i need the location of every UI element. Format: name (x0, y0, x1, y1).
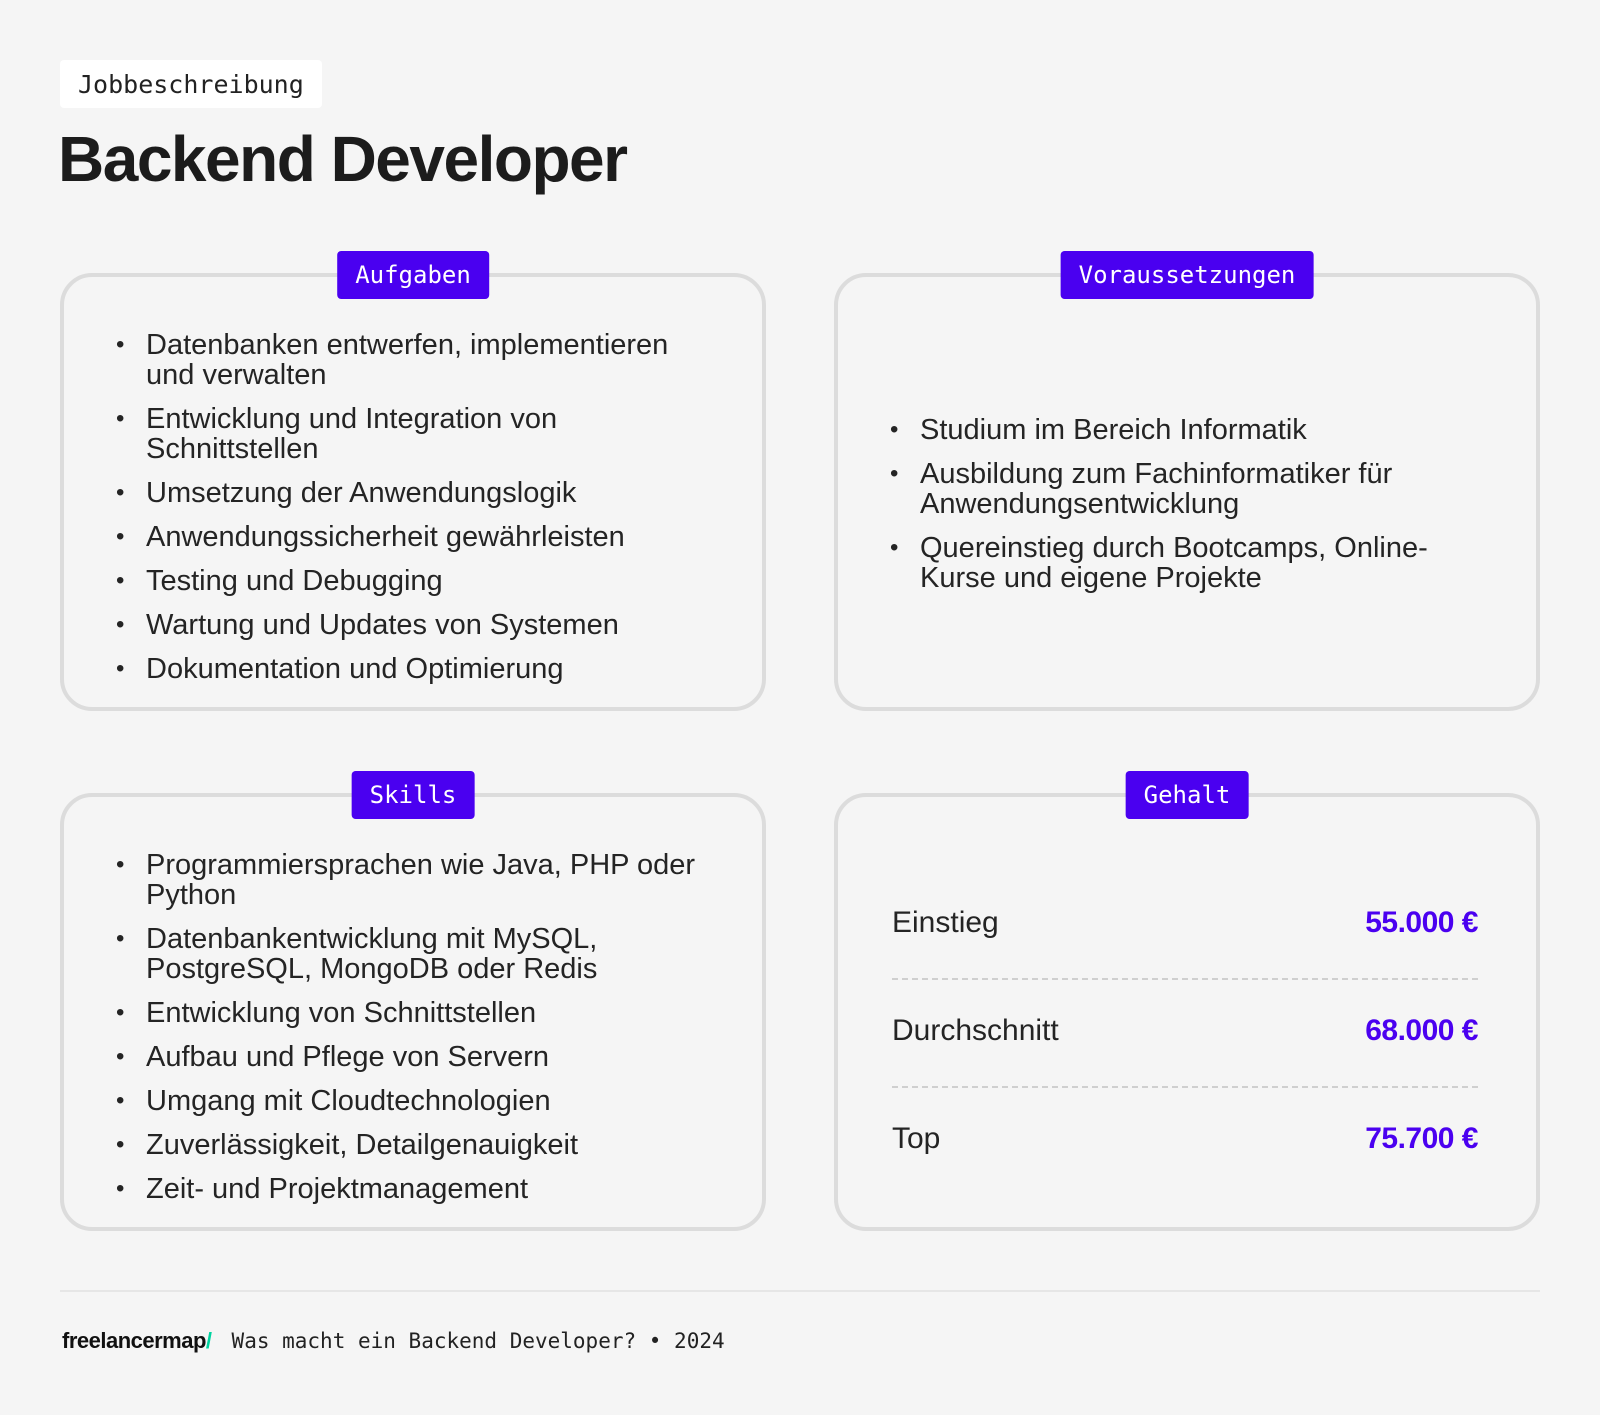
list-item: • Studium im Bereich Informatik (890, 415, 1486, 445)
page-title: Backend Developer (58, 123, 627, 195)
salary-divider (892, 978, 1478, 980)
list-item: • Datenbanken entwerfen, implementieren und verwalten (116, 330, 702, 390)
salary-label: Top (892, 1122, 941, 1155)
list-item: • Entwicklung von Schnittstellen (116, 998, 702, 1028)
list-item: • Quereinstieg durch Bootcamps, Online-Kurse und eigene Projekte (890, 533, 1486, 593)
list-item: • Anwendungssicherheit gewährleisten (116, 522, 702, 552)
doc-type-tag-text: Jobbeschreibung (78, 69, 304, 99)
card-aufgaben-label: Aufgaben (337, 251, 489, 299)
footer (62, 1328, 725, 1354)
doc-type-tag (60, 60, 322, 108)
list-item: • Zuverlässigkeit, Detailgenauigkeit (116, 1130, 702, 1160)
salary-label: Einstieg (892, 906, 999, 939)
card-skills-label: Skills (352, 771, 475, 819)
salary-label: Durchschnitt (892, 1014, 1059, 1047)
list-item: • Wartung und Updates von Systemen (116, 610, 702, 640)
skills-list (116, 850, 702, 1218)
salary-row-einstieg (892, 903, 1478, 943)
list-item: • Dokumentation und Optimierung (116, 654, 702, 684)
footer-divider (60, 1290, 1540, 1292)
card-voraussetzungen-label: Voraussetzungen (1061, 251, 1314, 299)
salary-row-durchschnitt (892, 1011, 1478, 1051)
card-aufgaben (60, 261, 766, 711)
salary-value: 68.000 € (1365, 1014, 1478, 1047)
card-gehalt-label: Gehalt (1126, 771, 1249, 819)
list-item: • Testing und Debugging (116, 566, 702, 596)
list-item: • Programmiersprachen wie Java, PHP oder Python (116, 850, 702, 910)
list-item: • Umsetzung der Anwendungslogik (116, 478, 702, 508)
salary-divider (892, 1086, 1478, 1088)
salary-value: 75.700 € (1365, 1122, 1478, 1155)
list-item: • Zeit- und Projektmanagement (116, 1174, 702, 1204)
list-item: • Entwicklung und Integration von Schnittstellen (116, 404, 702, 464)
aufgaben-list (116, 330, 702, 698)
footer-caption: Was macht ein Backend Developer? • 2024 (231, 1329, 725, 1353)
logo-slash: / (205, 1328, 212, 1353)
card-voraussetzungen (834, 261, 1540, 711)
list-item: • Aufbau und Pflege von Servern (116, 1042, 702, 1072)
logo-text: freelancermap (62, 1328, 206, 1353)
list-item: • Ausbildung zum Fachinformatiker für Anwendungsentwicklung (890, 459, 1486, 519)
card-gehalt (834, 781, 1540, 1231)
voraussetzungen-list (890, 415, 1486, 607)
salary-value: 55.000 € (1365, 906, 1478, 939)
card-skills (60, 781, 766, 1231)
list-item: • Umgang mit Cloudtechnologien (116, 1086, 702, 1116)
salary-row-top (892, 1119, 1478, 1159)
list-item: • Datenbankentwicklung mit MySQL, PostgreSQL, MongoDB oder Redis (116, 924, 702, 984)
freelancermap-logo (62, 1328, 212, 1354)
